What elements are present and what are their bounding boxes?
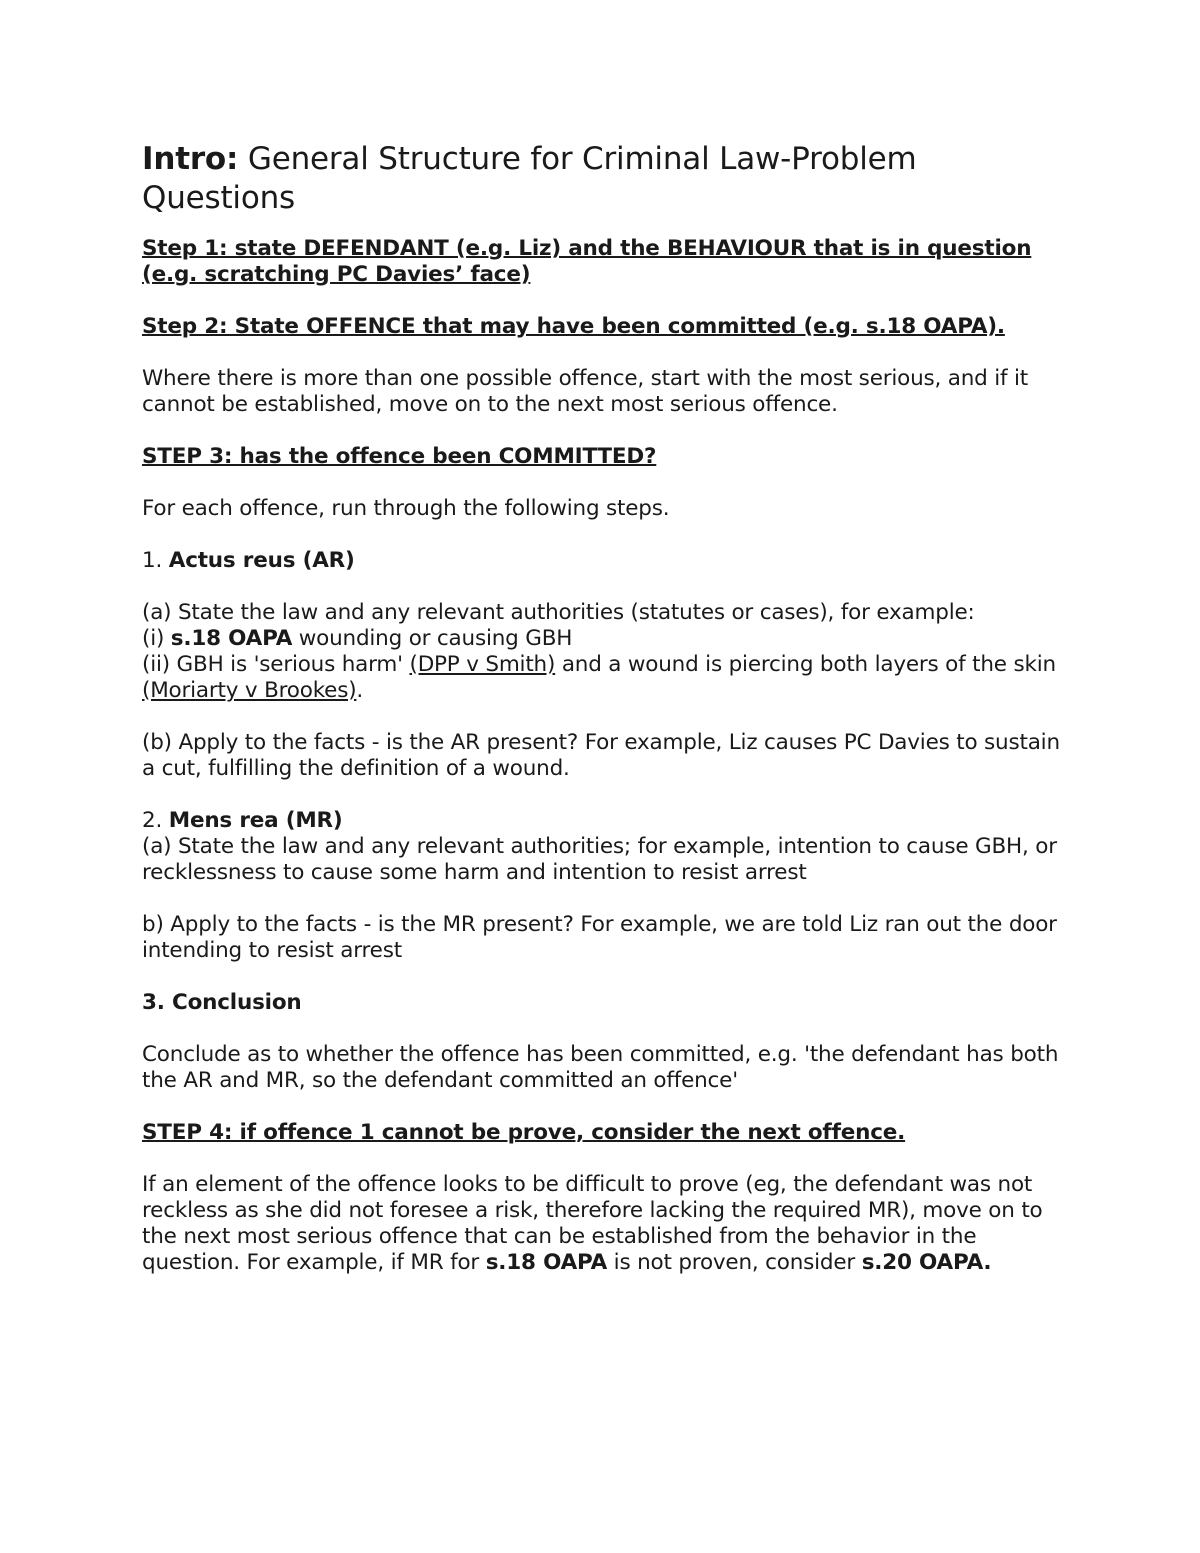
step-4-heading: STEP 4: if offence 1 cannot be prove, consider the next offence. (142, 1120, 906, 1145)
step-2-heading: Step 2: State OFFENCE that may have been committed (e.g. s.18 OAPA). (142, 314, 1005, 339)
mens-rea-b-line1: b) Apply to the facts - is the MR present? For example, we are told Liz ran out the door (142, 912, 1057, 937)
title-text: General Structure for Criminal Law-Problem Questions (142, 141, 917, 216)
actus-reus-heading (142, 548, 1062, 574)
conclusion-heading (142, 990, 1062, 1016)
step-4-body (142, 1172, 1062, 1276)
actus-reus-a: (a) State the law and any relevant authorities (statutes or cases), for example: (142, 600, 975, 625)
case-moriarty-v-brookes: (Moriarty v Brookes) (142, 678, 357, 703)
title-lead: Intro: (142, 141, 239, 177)
conclusion-body: Conclude as to whether the offence has been committed, e.g. 'the defendant has both the AR and MR, so the defendant committed an offence' (142, 1042, 1059, 1093)
step-3-heading: STEP 3: has the offence been COMMITTED? (142, 444, 657, 469)
actus-reus-i (142, 626, 1062, 652)
actus-reus-ii-end: . (356, 678, 364, 703)
actus-reus-i-statute: s.18 OAPA (170, 626, 293, 651)
conclusion-title: 3. Conclusion (142, 990, 302, 1015)
case-dpp-v-smith: (DPP v Smith) (409, 652, 556, 677)
mens-rea-number: 2. (142, 808, 169, 833)
document-page (142, 140, 1062, 1276)
mens-rea-heading (142, 808, 1062, 834)
actus-reus-i-post: wounding or causing GBH (292, 626, 573, 651)
step-4-body-mid: is not proven, consider (607, 1250, 862, 1275)
step-1-heading: Step 1: state DEFENDANT (e.g. Liz) and the BEHAVIOUR that is in question (e.g. scratching PC Davies’ face) (142, 236, 1032, 287)
page-title (142, 140, 1062, 218)
actus-reus-title: Actus reus (AR) (168, 548, 355, 573)
actus-reus-i-pre: (i) (142, 626, 171, 651)
step-2-body: Where there is more than one possible offence, start with the most serious, and if it cannot be established, move on to the next most serious offence. (142, 366, 1029, 417)
actus-reus-ii-mid: and a wound is piercing both layers of the skin (555, 652, 1056, 677)
mens-rea-b-line2: intending to resist arrest (142, 938, 402, 963)
step-4-statute-s20: s.20 OAPA. (861, 1250, 992, 1275)
actus-reus-ii-pre: (ii) GBH is 'serious harm' (142, 652, 410, 677)
actus-reus-b: (b) Apply to the facts - is the AR present? For example, Liz causes PC Davies to sustain a cut, fulfilling the definition of a wound. (142, 730, 1060, 781)
mens-rea-title: Mens rea (MR) (168, 808, 343, 833)
actus-reus-number: 1. (142, 548, 169, 573)
step-3-intro: For each offence, run through the following steps. (142, 496, 670, 521)
actus-reus-ii (142, 652, 1062, 704)
step-4-statute-s18: s.18 OAPA (485, 1250, 608, 1275)
mens-rea-a-line1: (a) State the law and any relevant authorities; for example, intention to cause GBH, or (142, 834, 1057, 859)
step-4-body-pre: If an element of the offence looks to be difficult to prove (eg, the defendant was not reckless as she did not foresee a risk, therefore lacking the required MR), move on to the next most serious offence that can be established from the behavior in the question. For example, if MR for (142, 1172, 1043, 1275)
mens-rea-a-line2: recklessness to cause some harm and intention to resist arrest (142, 860, 807, 885)
